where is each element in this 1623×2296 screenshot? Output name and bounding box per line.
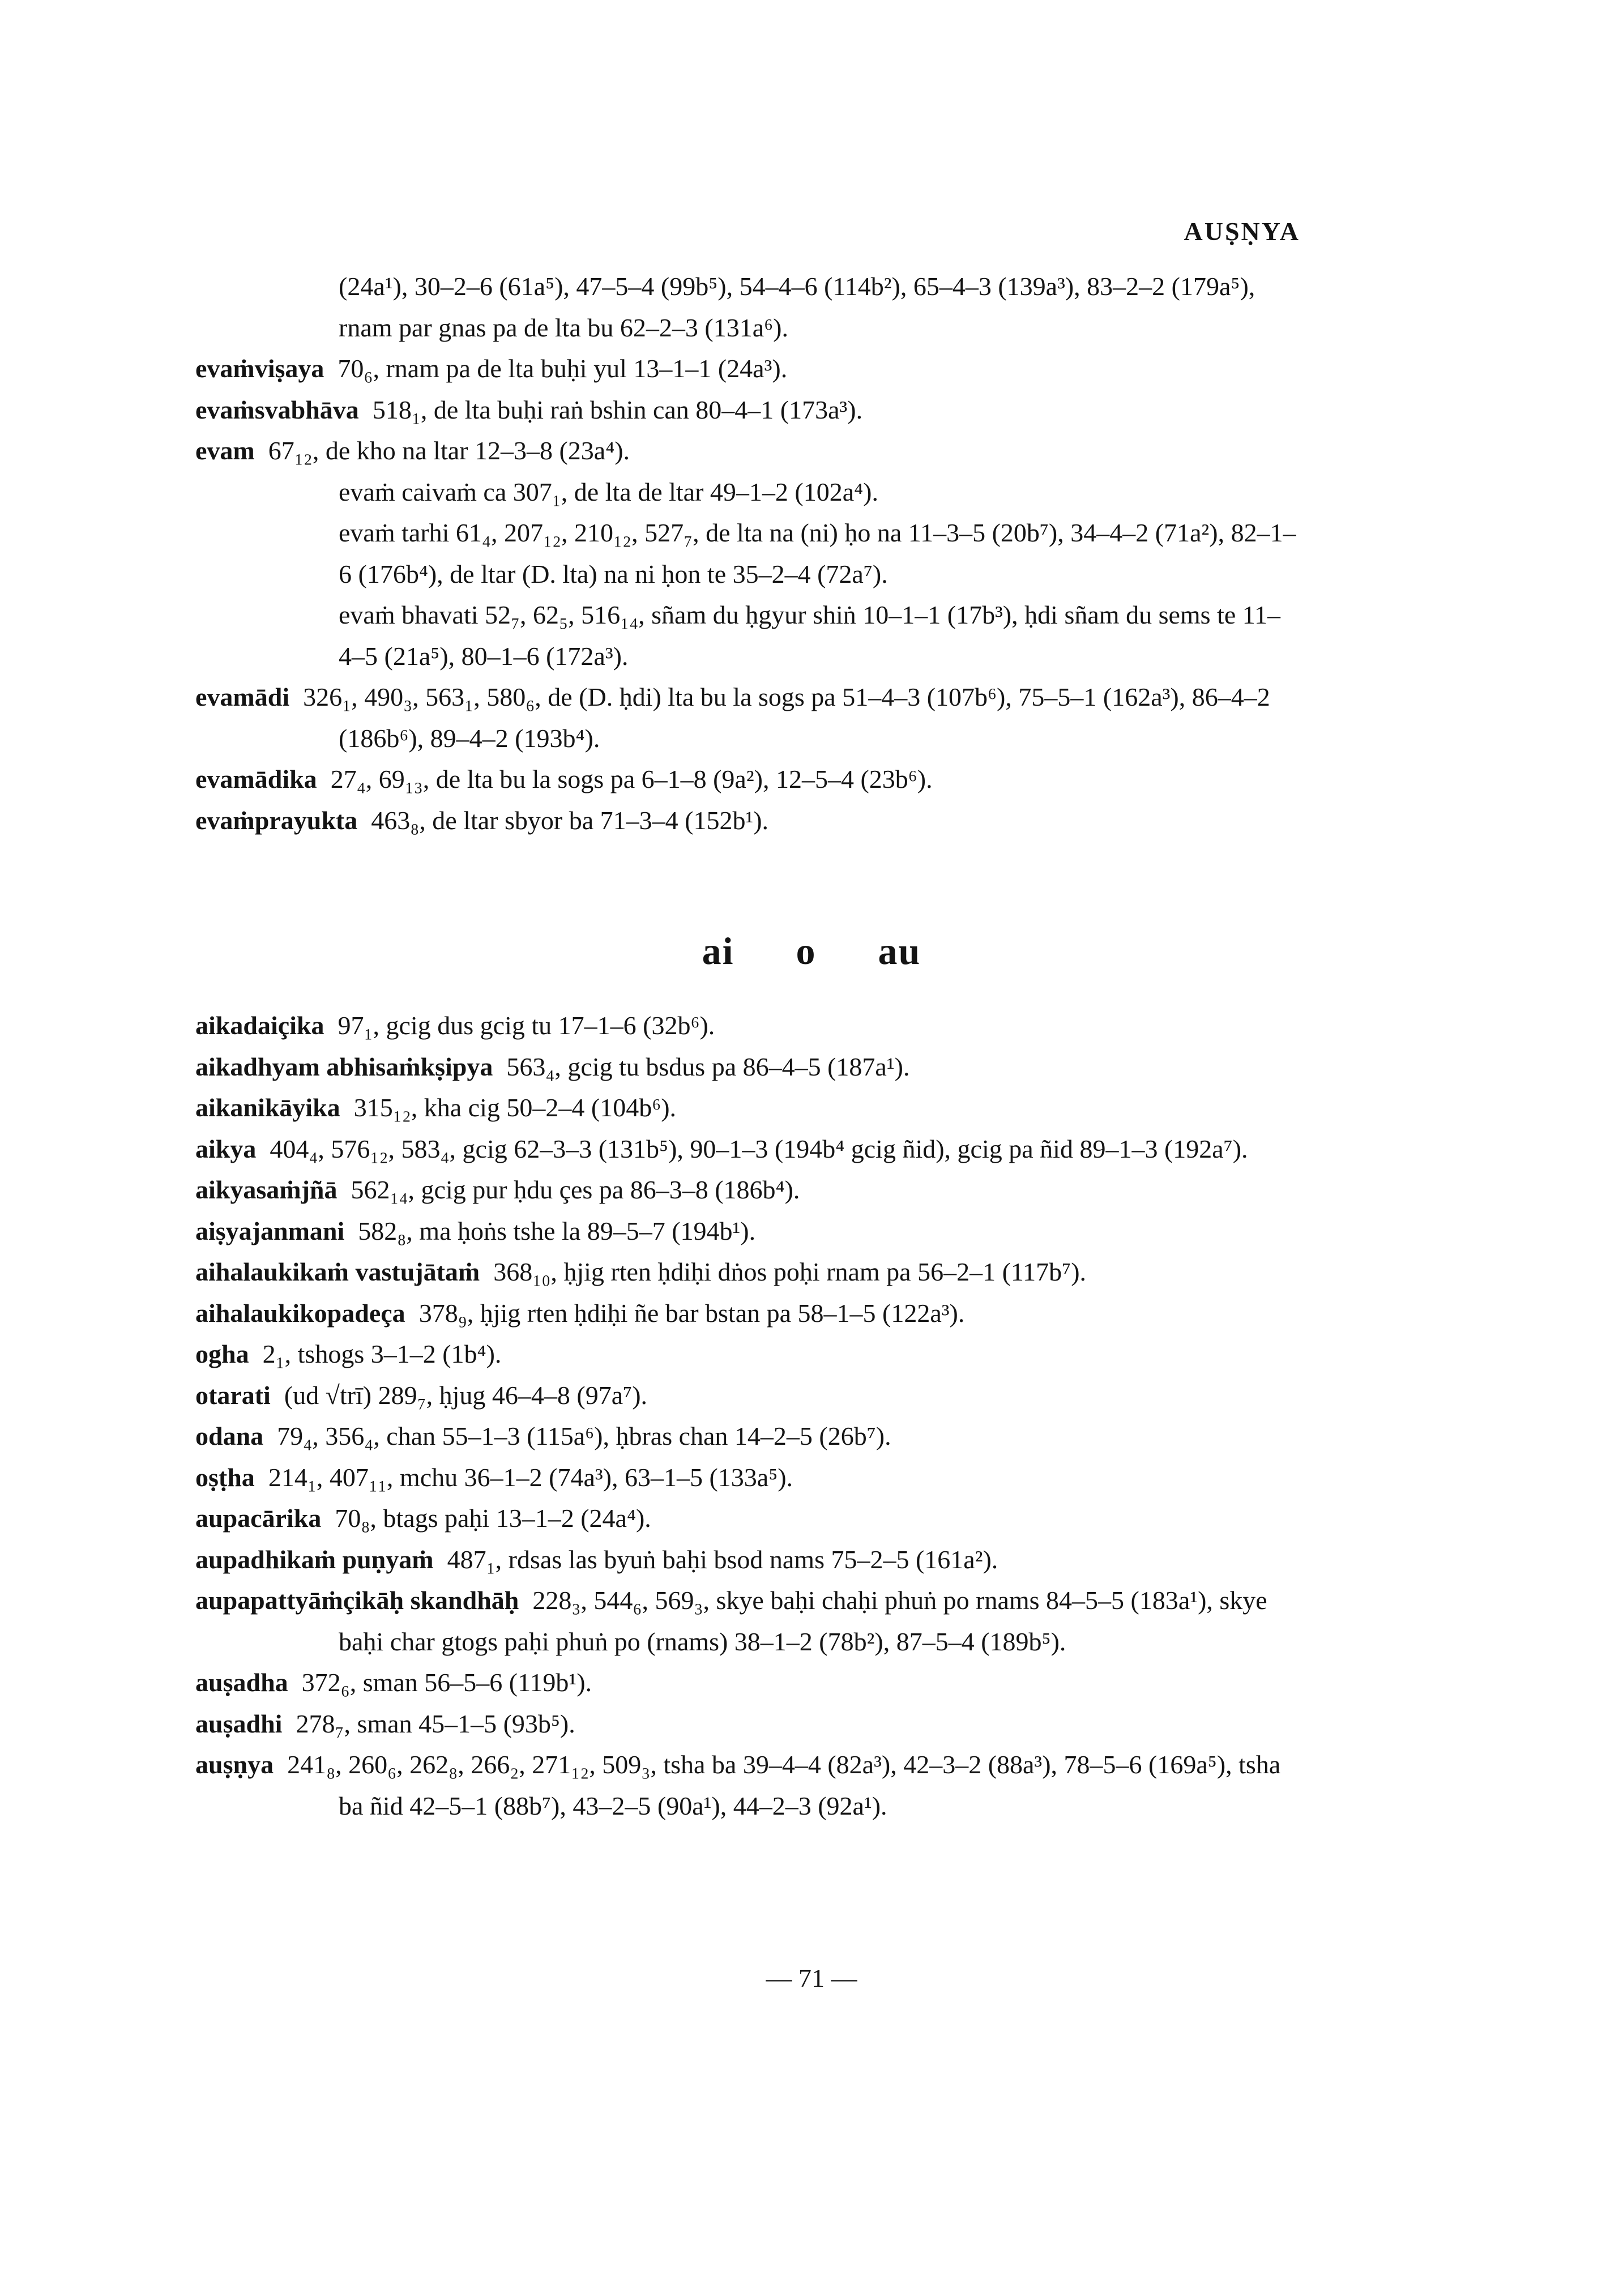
page-number: — 71 —	[766, 1964, 857, 1992]
entry-body: 228₃, 544₆, 569₃, skye baḥi chaḥi phuṅ po rnams 84–5–5 (183a¹), skye baḥi char gtogs paḥi phuṅ po (rnams) 38–1–2 (78b²), 87–5–4 (189b⁵).	[339, 1586, 1267, 1656]
entries-ai-o-au	[195, 1005, 1302, 1826]
entry-body: 487₁, rdsas las byuṅ baḥi bsod nams 75–2–5 (161a²).	[447, 1544, 998, 1574]
entry-body: 214₁, 407₁₁, mchu 36–1–2 (74a³), 63–1–5 (133a⁵).	[268, 1462, 793, 1492]
entry-body: 315₁₂, kha cig 50–2–4 (104b⁶).	[353, 1093, 677, 1122]
entry-body: 463₈, de ltar sbyor ba 71–3–4 (152b¹).	[371, 805, 769, 835]
entry-headword: aikadhyam abhisaṁkṣipya	[195, 1052, 493, 1081]
entry-headword: aupadhikaṁ puṇyaṁ	[195, 1544, 434, 1574]
running-head: AUṢṆYA	[1184, 217, 1300, 246]
dictionary-entry	[195, 595, 1302, 677]
entry-headword: aikya	[195, 1134, 257, 1163]
entry-body: evaṁ caivaṁ ca 307₁, de lta de ltar 49–1–2 (102a⁴).	[339, 477, 878, 506]
entries-evam	[195, 266, 1302, 841]
dictionary-entry	[195, 1580, 1302, 1662]
entry-headword: aihalaukikopadeça	[195, 1298, 405, 1328]
entry-headword: auṣṇya	[195, 1750, 274, 1779]
entry-body: 27₄, 69₁₃, de lta bu la sogs pa 6–1–8 (9a²), 12–5–4 (23b⁶).	[330, 765, 933, 793]
entry-headword: evaṁprayukta	[195, 805, 358, 835]
entry-body: 378₉, ḥjig rten ḥdiḥi ñe bar bstan pa 58–1–5 (122a³).	[418, 1298, 965, 1328]
entry-headword: evamādi	[195, 682, 290, 711]
dictionary-entry	[195, 348, 1302, 390]
entry-headword: aikanikāyika	[195, 1093, 340, 1122]
entry-headword: auṣadhi	[195, 1709, 283, 1738]
dictionary-entry	[195, 1087, 1302, 1129]
entry-headword: oṣṭha	[195, 1462, 255, 1492]
entry-body: (24a¹), 30–2–6 (61a⁵), 47–5–4 (99b⁵), 54–4–6 (114b²), 65–4–3 (139a³), 83–2–2 (179a⁵), rnam par gnas pa de lta bu 62–2–3 (131a⁶).	[339, 272, 1255, 342]
entry-body: 97₁, gcig dus gcig tu 17–1–6 (32b⁶).	[338, 1011, 715, 1040]
entry-headword: aupapattyāṁçikāḥ skandhāḥ	[195, 1586, 519, 1615]
entry-body: 562₁₄, gcig pur ḥdu çes pa 86–3–8 (186b⁴).	[351, 1175, 800, 1204]
entry-body: 70₆, rnam pa de lta buḥi yul 13–1–1 (24a³).	[338, 354, 788, 383]
entry-body: 70₈, btags paḥi 13–1–2 (24a⁴).	[335, 1504, 651, 1533]
entry-headword: aihalaukikaṁ vastujātaṁ	[195, 1257, 480, 1286]
section-heading: ai o au	[702, 929, 921, 972]
dictionary-entry	[195, 1293, 1302, 1334]
entry-body: 368₁₀, ḥjig rten ḥdiḥi dṅos poḥi rnam pa 56–2–1 (117b⁷).	[493, 1257, 1087, 1286]
entry-headword: evamādika	[195, 765, 317, 793]
dictionary-entry	[195, 1416, 1302, 1457]
entry-headword: aikyasaṁjñā	[195, 1175, 338, 1204]
dictionary-entry	[195, 472, 1302, 513]
dictionary-entry	[195, 1211, 1302, 1252]
dictionary-entry	[195, 390, 1302, 431]
dictionary-entry	[195, 1047, 1302, 1088]
entry-body: 582₈, ma ḥoṅs tshe la 89–5–7 (194b¹).	[358, 1216, 756, 1245]
dictionary-entry	[195, 800, 1302, 842]
dictionary-entry	[195, 430, 1302, 472]
entry-headword: evaṁsvabhāva	[195, 395, 359, 424]
entry-body: 67₁₂, de kho na ltar 12–3–8 (23a⁴).	[268, 436, 630, 465]
dictionary-entry	[195, 677, 1302, 759]
entry-body: 278₇, sman 45–1–5 (93b⁵).	[296, 1709, 575, 1738]
entry-body: 326₁, 490₃, 563₁, 580₆, de (D. ḥdi) lta bu la sogs pa 51–4–3 (107b⁶), 75–5–1 (162a³), 86–4–2 (186b⁶), 89–4–2 (193b⁴).	[303, 682, 1270, 753]
dictionary-entry	[195, 1498, 1302, 1539]
dictionary-entry	[195, 1662, 1302, 1704]
entry-body: 563₄, gcig tu bsdus pa 86–4–5 (187a¹).	[506, 1052, 910, 1081]
dictionary-entry	[195, 1129, 1302, 1170]
dictionary-entry	[195, 1539, 1302, 1581]
dictionary-entry	[195, 266, 1302, 348]
dictionary-entry	[195, 513, 1302, 595]
dictionary-entry	[195, 1170, 1302, 1211]
entry-headword: aupacārika	[195, 1504, 322, 1533]
entry-body: evaṁ bhavati 52₇, 62₅, 516₁₄, sñam du ḥgyur shiṅ 10–1–1 (17b³), ḥdi sñam du sems te 11–4–5 (21a⁵), 80–1–6 (172a³).	[339, 600, 1281, 671]
entry-headword: aikadaiçika	[195, 1011, 324, 1040]
entry-headword: aiṣyajanmani	[195, 1216, 345, 1245]
dictionary-entry	[195, 759, 1302, 800]
dictionary-entry	[195, 1744, 1302, 1826]
entry-headword: evaṁviṣaya	[195, 354, 324, 383]
dictionary-entry	[195, 1005, 1302, 1047]
entry-headword: otarati	[195, 1380, 271, 1410]
dictionary-entry	[195, 1334, 1302, 1375]
entry-body: evaṁ tarhi 61₄, 207₁₂, 210₁₂, 527₇, de lta na (ni) ḥo na 11–3–5 (20b⁷), 34–4–2 (71a²), 82–1–6 (176b⁴), de ltar (D. lta) na ni ḥon te 35–2–4 (72a⁷).	[339, 518, 1296, 588]
dictionary-entry	[195, 1252, 1302, 1293]
entry-body: 2₁, tshogs 3–1–2 (1b⁴).	[262, 1339, 502, 1368]
entry-body: 372₆, sman 56–5–6 (119b¹).	[301, 1668, 592, 1697]
entry-body: 79₄, 356₄, chan 55–1–3 (115a⁶), ḥbras chan 14–2–5 (26b⁷).	[277, 1422, 891, 1450]
entry-headword: evam	[195, 436, 255, 465]
dictionary-entry	[195, 1457, 1302, 1499]
entry-headword: auṣadha	[195, 1668, 288, 1697]
entry-body: 518₁, de lta buḥi raṅ bshin can 80–4–1 (173a³).	[372, 395, 863, 424]
entry-headword: ogha	[195, 1339, 249, 1368]
entry-headword: odana	[195, 1422, 264, 1450]
entry-body: 241₈, 260₆, 262₈, 266₂, 271₁₂, 509₃, tsha ba 39–4–4 (82a³), 42–3–2 (88a³), 78–5–6 (169a⁵), tsha ba ñid 42–5–1 (88b⁷), 43–2–5 (90a¹), 44–2–3 (92a¹).	[287, 1750, 1281, 1820]
dictionary-entry	[195, 1704, 1302, 1745]
entry-body: (ud √trī) 289₇, ḥjug 46–4–8 (97a⁷).	[284, 1380, 648, 1410]
entry-body: 404₄, 576₁₂, 583₄, gcig 62–3–3 (131b⁵), 90–1–3 (194b⁴ gcig ñid), gcig pa ñid 89–1–3 (192a⁷).	[270, 1134, 1248, 1163]
dictionary-entry	[195, 1375, 1302, 1416]
